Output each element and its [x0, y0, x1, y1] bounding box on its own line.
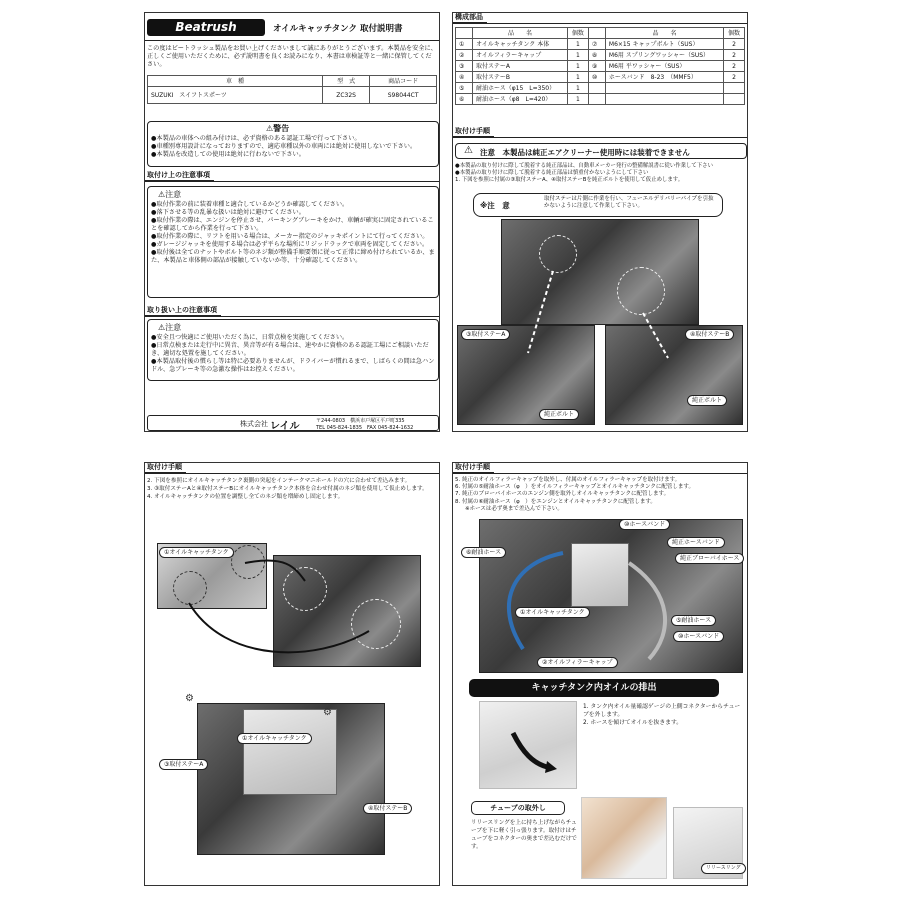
parts-row: ① オイルキャッチタンク 本体 1 ⑦ M6×15 キャップボルト（SUS） 2	[456, 39, 745, 50]
label-oil-hose-5: ⑤耐油ホース	[671, 615, 716, 626]
procedure-heading: 取付け手順	[453, 127, 494, 137]
vehicle-header: 車 種	[148, 76, 323, 87]
procedure-heading: 取付け手順	[453, 463, 494, 473]
drain-steps	[583, 703, 741, 727]
tube-removal-title: チューブの取外し	[471, 801, 565, 815]
page-panel-tank-install	[144, 462, 440, 886]
company-box	[147, 415, 439, 431]
handling-note: ●本製品取付後の慣らし等は特に必要ありませんが、ドライバーが慣れるまで、しばらくの間は急ハンドル、急ブレーキ等の急激な操作はお控えください。	[151, 358, 435, 373]
install-notes-box	[147, 186, 439, 298]
parts-qty-header: 個数	[567, 28, 588, 39]
label-stay-a: ③取付ステーA	[461, 329, 510, 340]
notice-text: 注意 本製品は純正エアクリーナー使用時には装着できません	[480, 148, 690, 157]
parts-name-header: 品 名	[473, 28, 568, 39]
intro-text: この度はビートラッシュ製品をお買い上げくださいまして誠にありがとうございます。本製品を安全に、正しくご使用いただくために、必ず説明書を良くお読みになり、本書は車検証等と一緒に保管してください。	[147, 45, 437, 68]
caution-icon: ⚠	[158, 190, 166, 199]
install-note: ●落下させる等の乱暴な扱いは絶対に避けてください。	[151, 209, 305, 216]
brand-logo: Beatrush	[147, 19, 265, 36]
procedure-step: ※ホースは必ず奥まで差込んで下さい。	[465, 505, 563, 512]
parts-row: ② オイルフィラーキャップ 1 ⑧ M6用 スプリングワッシャー（SUS） 2	[456, 50, 745, 61]
procedure-step: 2. 下図を参照にオイルキャッチタンク裏側の突起をインテークマニホールドの穴に合わせて差込みます。	[147, 478, 411, 484]
drain-step: 1. タンク内オイル量確認ゲージの上側コネクターからチューブを外します。	[583, 704, 741, 718]
document-title: オイルキャッチタンク 取付説明書	[273, 24, 403, 34]
label-oil-filler-cap: ②オイルフィラーキャップ	[537, 657, 618, 668]
procedure-step: 8. 付属の⑥耐油ホース（φ ）をエンジンとオイルキャッチタンクに配管します。	[455, 498, 656, 505]
label-oil-catch-tank: ①オイルキャッチタンク	[515, 607, 590, 618]
warning-box	[147, 121, 439, 167]
tube-removal-text: リリースリングを上に持ち上げながらチューブを下に軽く引っ張ります。取付けはチューブをコネクターの奥まで差込むだけです。	[471, 820, 577, 850]
procedure-step: 1. 下図を参照に付属の③取付ステーA、④取付ステーBを純正ボルトを使用して仮止めします。	[455, 177, 684, 183]
page-panel-parts	[452, 12, 748, 432]
caution-icon: ⚠	[158, 323, 166, 332]
label-oil-catch-tank: ①オイルキャッチタンク	[237, 733, 312, 744]
handling-notes-heading: 取り扱い上の注意事項	[145, 306, 221, 316]
parts-row: ③ 取付ステーA 1 ⑨ M6用 平ワッシャー（SUS） 2	[456, 61, 745, 72]
label-oem-hose-band: 純正ホースバンド	[667, 537, 725, 548]
warning-title: 警告	[273, 124, 290, 133]
label-oem-bolt: 純正ボルト	[539, 409, 579, 420]
warning-item: ●本製品を改造しての使用は絶対に行わないで下さい。	[151, 151, 305, 158]
parts-row: ⑥ 耐油ホース（φ8 L=420） 1	[456, 94, 745, 105]
warning-item: ●本製品の車体への組み付けは、必ず資格のある認証工場で行って下さい。	[151, 135, 361, 142]
label-hose-band: ⑩ホースバンド	[619, 519, 670, 530]
label-oem-blowby-hose: 純正ブローバイホース	[675, 553, 744, 564]
procedure-step: 6. 付属の⑤耐油ホース（φ ）をオイルフィラーキャップとオイルキャッチタンクに配管します。	[455, 484, 694, 491]
procedure-step: 3. ③取付ステーAと④取付ステーBにオイルキャッチタンク本体を合わせ付属のネジ類を使用して仮止めします。	[147, 486, 428, 492]
parts-name-header: 品 名	[605, 28, 723, 39]
company-phone: TEL 045-824-1835 FAX 045-824-1632	[316, 425, 414, 431]
drain-step: 2. ホースを傾けてオイルを抜きます。	[583, 720, 683, 726]
caution-text: 取付ステーは片側に作業を行い、フューエルデリバリーパイプを引抜かないように注意して作業して下さい。	[544, 196, 714, 209]
caution-title: 注意	[165, 323, 182, 332]
install-note: ●取付作業の際は、エンジンを停止させ、パーキングブレーキをかけ、車輌が確実に固定されていることを確認してから作業を行って下さい。	[151, 217, 434, 232]
parts-row: ⑤ 耐油ホース（φ15 L=350） 1	[456, 83, 745, 94]
hardware-icon: ⚙	[323, 707, 332, 718]
parts-row: ④ 取付ステーB 1 ⑩ ホースバンド 8-23 （MMF5） 2	[456, 72, 745, 83]
warning-item: ●車種別専用設計になっておりますので、適応車種以外の車両には絶対に使用しないで下さい。	[151, 143, 417, 150]
label-stay-a: ③取付ステーA	[159, 759, 208, 770]
label-oem-bolt: 純正ボルト	[687, 395, 727, 406]
code-cell: S98044CT	[370, 87, 437, 104]
label-release-ring: リリースリング	[701, 863, 746, 874]
label-oil-catch-tank: ①オイルキャッチタンク	[159, 547, 234, 558]
label-stay-b: ④取付ステーB	[685, 329, 734, 340]
install-note: ●取付作業の前に装着車種と適合しているかどうか確認してください。	[151, 201, 349, 208]
company-address: 〒244-0803 横浜市戸塚区平戸町335	[316, 418, 405, 424]
procedure-note: ●本製品の取り付けに際して脱着する純正部品は慎重付かないようにして下さい	[455, 170, 649, 176]
vehicle-table	[147, 75, 437, 104]
vehicle-cell: SUZUKI スイフトスポーツ	[148, 87, 323, 104]
hands-photo	[581, 797, 667, 879]
caution-title: 注意	[165, 190, 182, 199]
label-oil-hose-6: ⑥耐油ホース	[461, 547, 506, 558]
install-notes-heading: 取付け上の注意事項	[145, 171, 214, 181]
handling-note: ●安全且つ快適にご使用いただく為に、日常点検を実施してください。	[151, 334, 349, 341]
handling-note: ●日常点検または走行中に異音、異音等が有る場合は、速やかに資格のある認証工場にご相談いただき、適切な処置を施してください。	[151, 342, 429, 357]
model-header: 型 式	[323, 76, 370, 87]
install-note: ●取付作業の際に、リフトを用いる場合は、メーカー指定のジャッキポイントにて行ってください。	[151, 233, 429, 240]
install-note: ●ガレージジャッキを使用する場合は必ず平らな場所にリジッドラックで車両を固定してください。	[151, 241, 429, 248]
procedure-step: 5. 純正のオイルフィラーキャップを取外し、付属のオイルフィラーキャップを取付けます。	[455, 477, 681, 483]
label-stay-b: ④取付ステーB	[363, 803, 412, 814]
company-prefix: 株式会社	[240, 420, 268, 428]
procedure-note: ●本製品の取り付けに際して脱着する純正部品は、自動車メーカー発行の整備解説書に従い作業して下さい	[455, 163, 713, 169]
caution-label: ※注 意	[480, 201, 510, 210]
parts-qty-header: 個数	[724, 28, 745, 39]
code-header: 商品コード	[370, 76, 437, 87]
handling-notes-box	[147, 319, 439, 381]
callout-arrows	[453, 13, 748, 432]
model-cell: ZC32S	[323, 87, 370, 104]
procedure-heading: 取付け手順	[145, 463, 186, 473]
page-panel-hoses	[452, 462, 748, 886]
install-note: ●取付後は全てのナットやボルト等のネジ類が整備手順要領に従って正常に締め付けられているか、また、本製品と車体側の部品が接触していないか等、十分確認してください。	[151, 249, 435, 264]
procedure-step: 7. 純正のブローバイホースのエンジン側を取外しオイルキャッチタンクに配管します。	[455, 491, 670, 498]
warning-icon: ⚠	[464, 145, 473, 156]
procedure-step: 4. オイルキャッチタンクの位置を調整し全てのネジ類を増締めし固定します。	[147, 494, 344, 500]
parts-heading: 構成部品	[453, 13, 487, 23]
drain-title: キャッチタンク内オイルの排出	[469, 679, 719, 697]
label-hose-band: ⑩ホースバンド	[673, 631, 724, 642]
hardware-icon: ⚙	[185, 693, 194, 704]
company-name: レイル	[270, 421, 300, 432]
page-panel-overview	[144, 12, 440, 432]
warning-icon: ⚠	[266, 124, 274, 133]
